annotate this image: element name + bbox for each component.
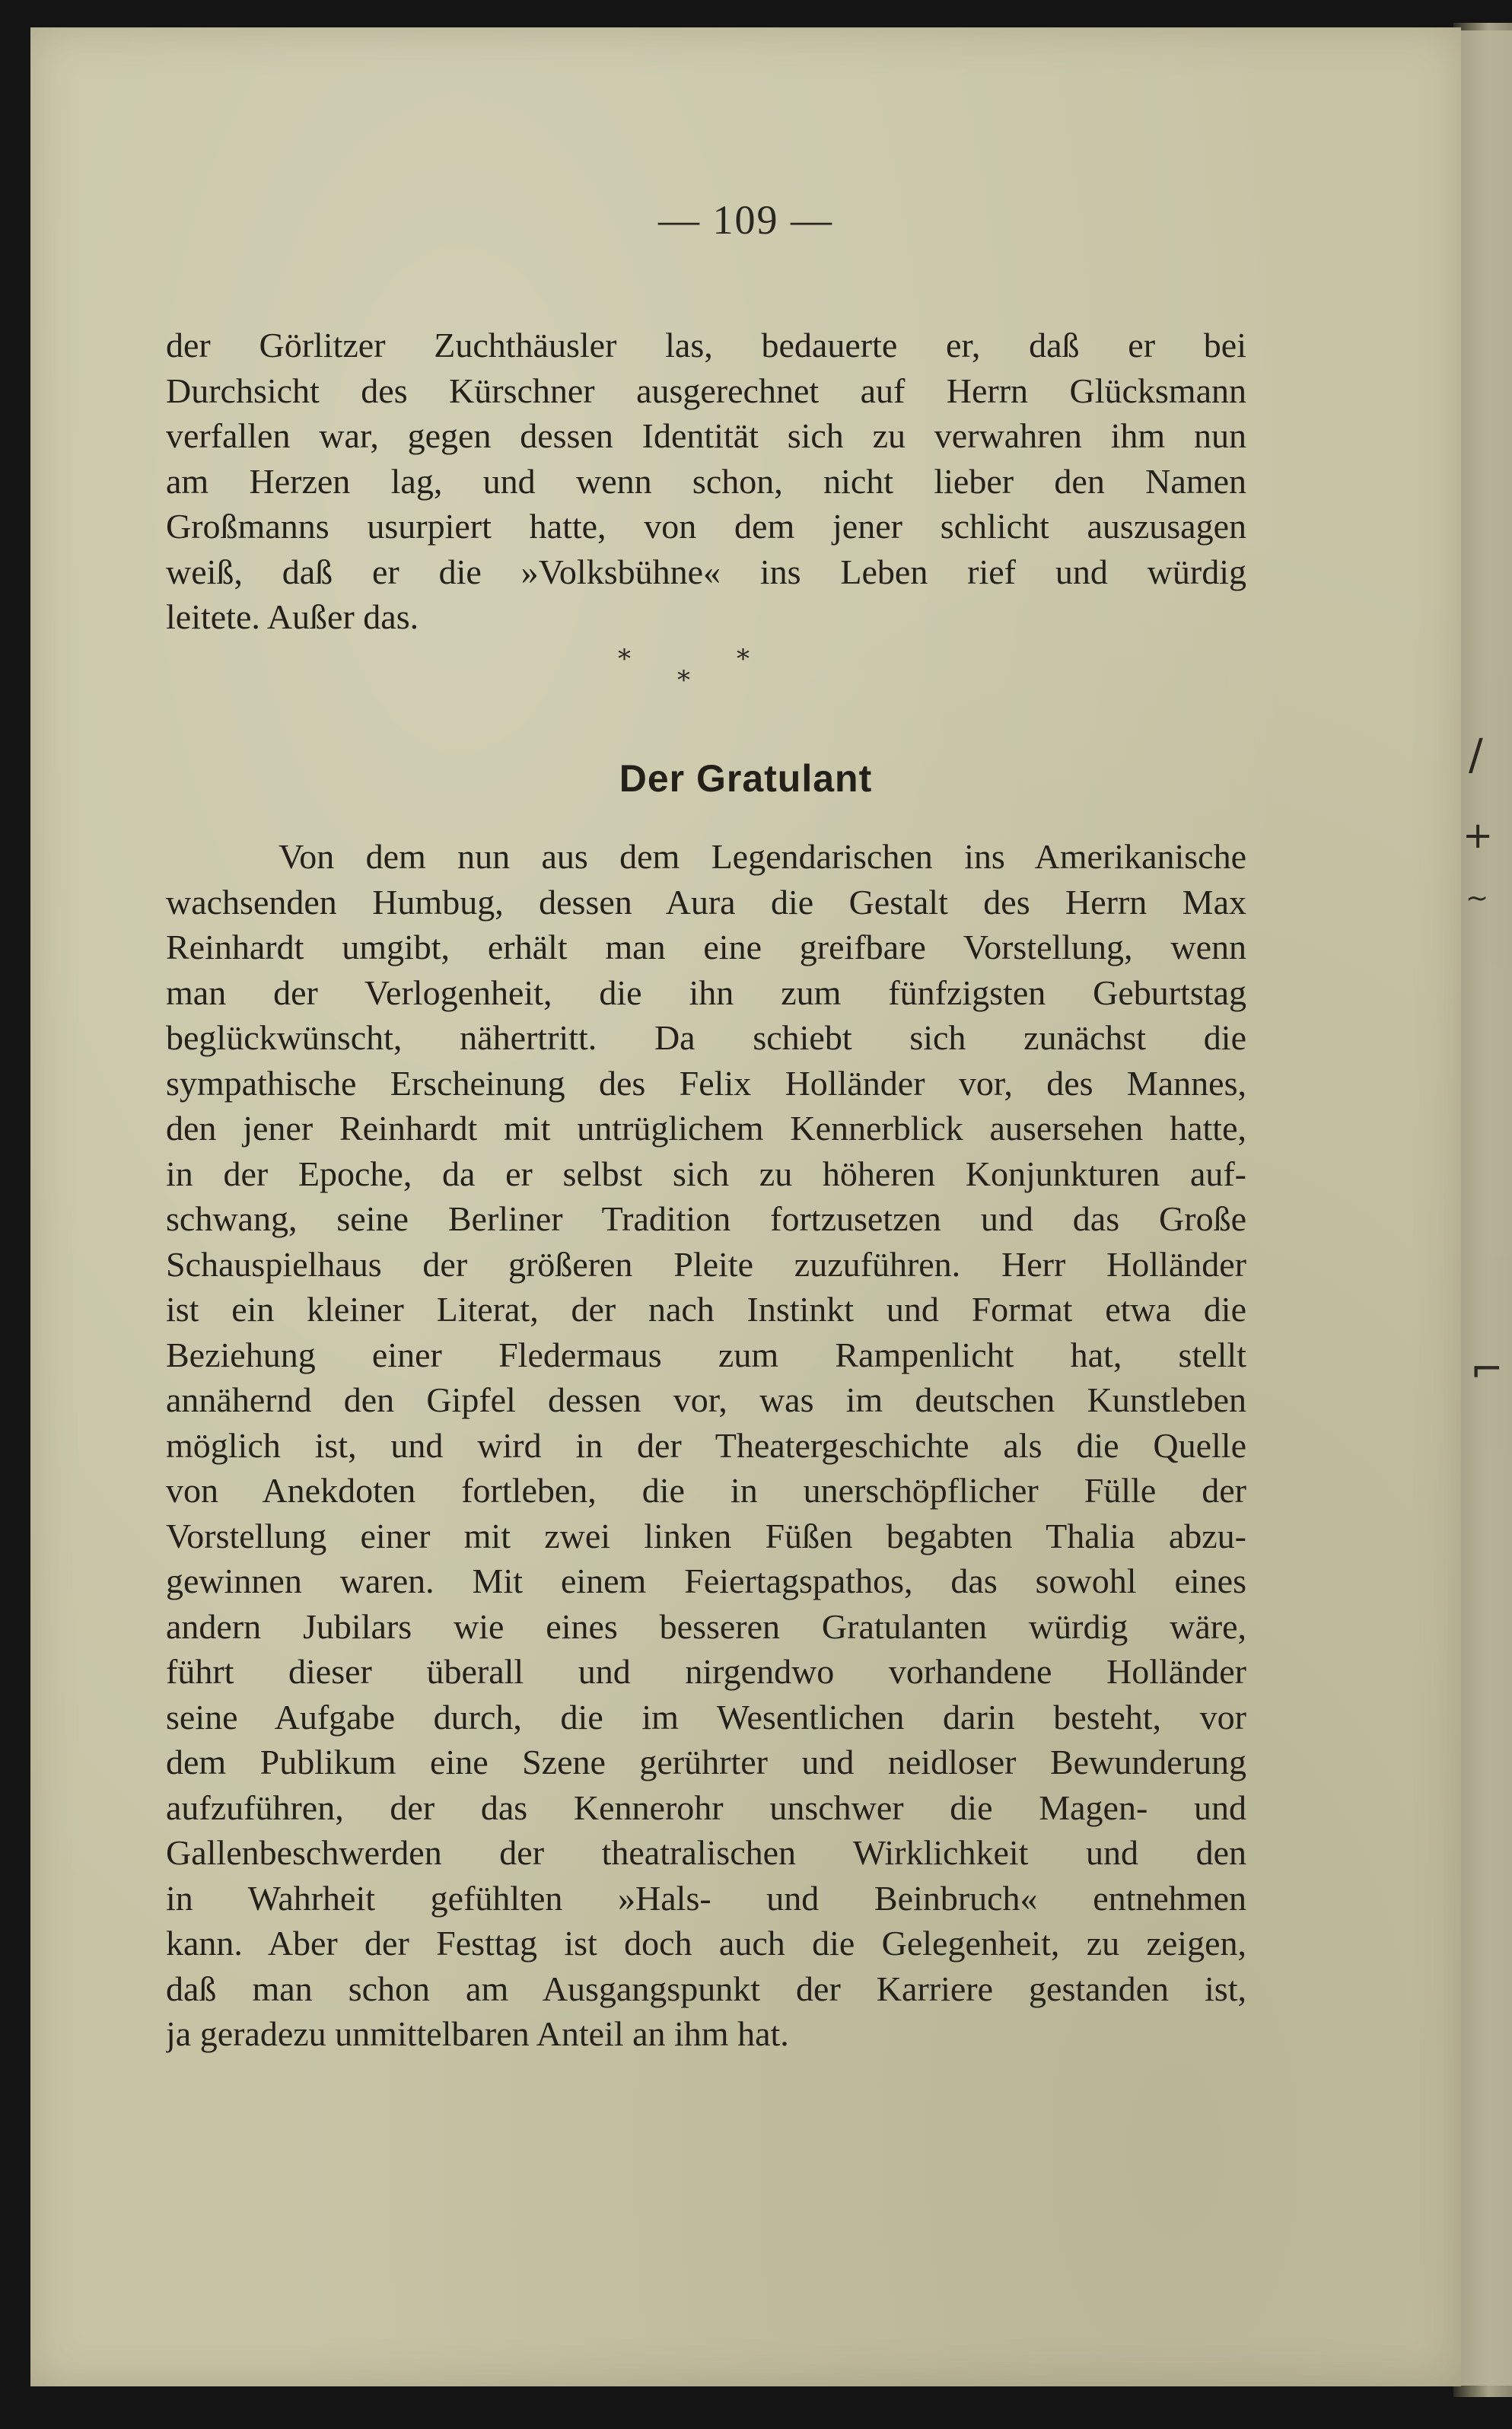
text-line: gewinnen waren. Mit einem Feiertagspathos, das sowohl eines [166,1562,1246,1600]
text-line: Gallenbeschwerden der theatralischen Wirklichkeit und den [166,1833,1246,1872]
text-line: in der Epoche, da er selbst sich zu höheren Konjunkturen auf- [166,1154,1246,1193]
text-line: ist ein kleiner Literat, der nach Instinkt und Format etwa die [166,1290,1246,1329]
text-line: am Herzen lag, und wenn schon, nicht lieber den Namen [166,461,1246,501]
text-line: kann. Aber der Festtag ist doch auch die Gelegenheit, zu zeigen, [166,1924,1246,1963]
text-line: Von dem nun aus dem Legendarischen ins Amerikanische [279,837,1246,876]
text-line: weiß, daß er die »Volksbühne« ins Leben rief und würdig [166,552,1246,591]
text-line: verfallen war, gegen dessen Identität sich zu verwahren ihm nun [166,416,1246,455]
text-line: leitete. Außer das. [166,597,419,636]
text-line: ja geradezu unmittelbaren Anteil an ihm hat. [166,2014,789,2053]
text-line: aufzuführen, der das Kennerohr unschwer die Magen- und [166,1788,1246,1827]
asterisk: * [737,644,750,674]
adjacent-page-edge [1459,30,1512,2386]
text-line: beglückwünscht, nähertritt. Da schiebt sich zunächst die [166,1018,1246,1057]
text-line: Beziehung einer Fledermaus zum Rampenlicht hat, stellt [166,1335,1246,1374]
text-line: daß man schon am Ausgangspunkt der Karriere gestanden ist, [166,1969,1246,2008]
text-line: Vorstellung einer mit zwei linken Füßen begabten Thalia abzu- [166,1516,1246,1555]
text-line: sympathische Erscheinung des Felix Holländer vor, des Mannes, [166,1063,1246,1103]
section-heading: Der Gratulant [619,757,873,800]
text-line: Reinhardt umgibt, erhält man eine greifbare Vorstellung, wenn [166,928,1246,966]
asterisk: * [677,665,690,696]
text-line: der Görlitzer Zuchthäusler las, bedauerte er, daß er bei [166,326,1246,365]
text-line: Schauspielhaus der größeren Pleite zuzuführen. Herr Holländer [166,1244,1246,1284]
page-number: — 109 — [658,197,833,243]
text-line: dem Publikum eine Szene gerührter und neidloser Bewunderung [166,1743,1246,1781]
text-line: möglich ist, und wird in der Theatergeschichte als die Quelle [166,1425,1246,1465]
handwritten-mark: ~ [1466,883,1489,914]
text-line: annähernd den Gipfel dessen vor, was im deutschen Kunstleben [166,1380,1246,1419]
text-line: den jener Reinhardt mit untrüglichem Kennerblick ausersehen hatte, [166,1109,1246,1148]
paragraph-1 [166,323,1246,640]
text-line: andern Jubilars wie eines besseren Gratulanten würdig wäre, [166,1606,1246,1646]
text-line: von Anekdoten fortleben, die in unerschöpflicher Fülle der [166,1471,1246,1510]
handwritten-mark: / [1469,731,1483,780]
handwritten-mark: + [1463,814,1494,857]
text-line: führt dieser überall und nirgendwo vorhandene Holländer [166,1652,1246,1691]
text-line: wachsenden Humbug, dessen Aura die Gestalt des Herrn Max [166,882,1246,922]
text-line: man der Verlogenheit, die ihn zum fünfzigsten Geburtstag [166,973,1246,1012]
handwritten-mark: ⌐ [1470,1347,1504,1393]
text-line: Durchsicht des Kürschner ausgerechnet auf Herrn Glücksmann [166,371,1246,410]
text-line: seine Aufgabe durch, die im Wesentlichen darin besteht, vor [166,1697,1246,1737]
text-line: schwang, seine Berliner Tradition fortzusetzen und das Große [166,1199,1246,1238]
paragraph-2 [166,834,1246,2057]
section-separator [30,644,1461,705]
book-page [30,27,1461,2386]
asterisk: * [618,644,631,674]
text-line: Großmanns usurpiert hatte, von dem jener schlicht auszusagen [166,507,1246,546]
text-line: in Wahrheit gefühlten »Hals- und Beinbruch« entnehmen [166,1878,1246,1918]
